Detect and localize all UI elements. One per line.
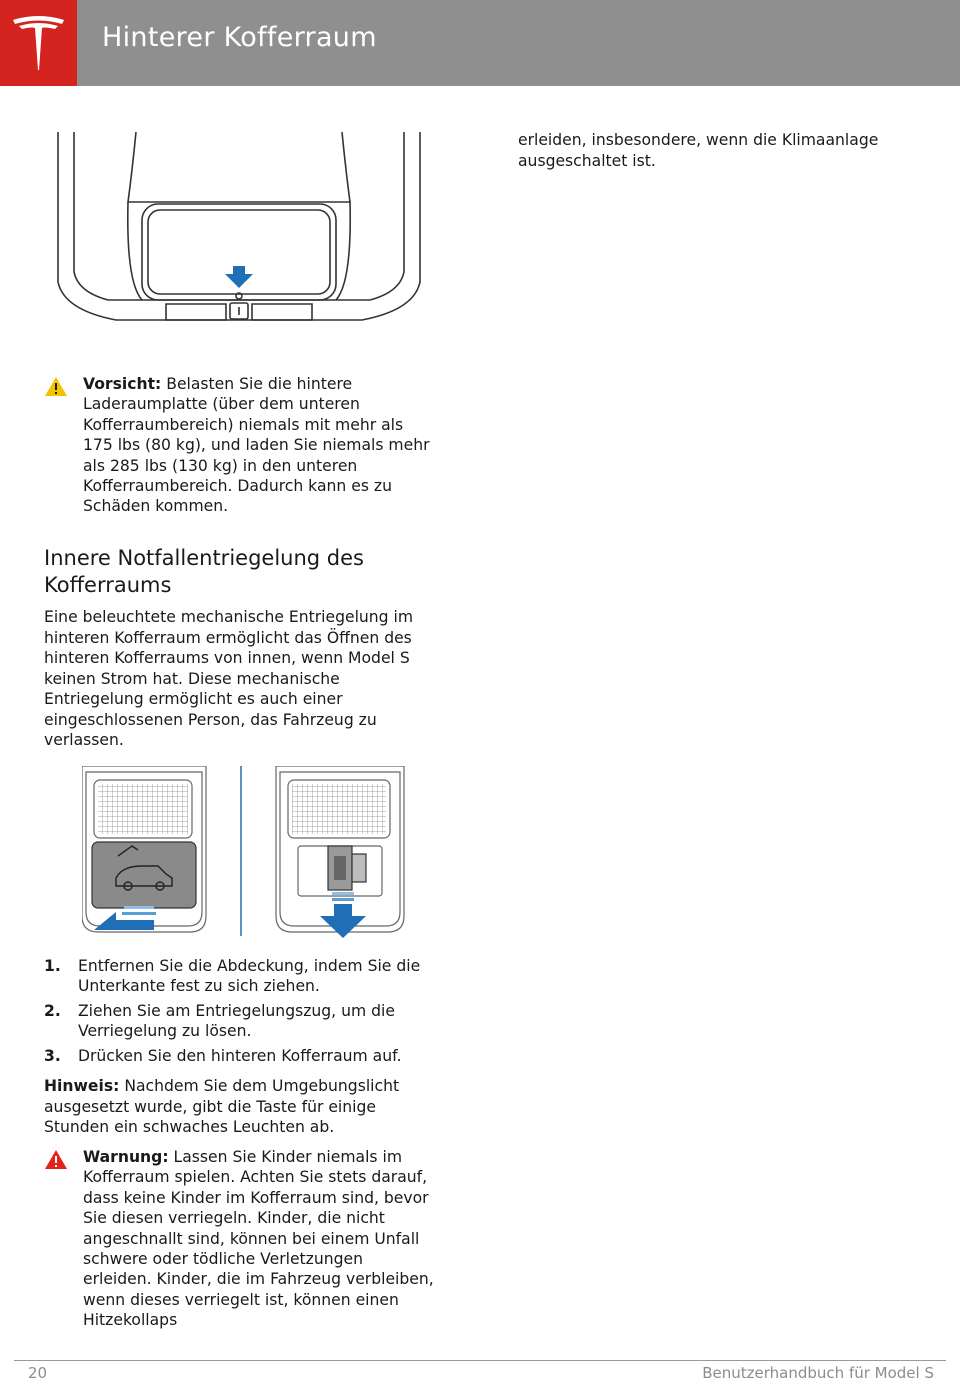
step-text: Entfernen Sie die Abdeckung, indem Sie die Unterkante fest zu sich ziehen. bbox=[78, 957, 421, 996]
tesla-logo-icon bbox=[11, 14, 66, 72]
page-title: Hinterer Kofferraum bbox=[102, 22, 377, 53]
page-header bbox=[0, 0, 960, 86]
section-heading: Innere Notfallentriegelung des Kofferraums bbox=[44, 546, 364, 597]
page-number: 20 bbox=[28, 1364, 48, 1382]
step-number: 2. bbox=[44, 1001, 61, 1020]
brand-logo bbox=[0, 0, 77, 86]
continued-text: erleiden, insbesondere, wenn die Klimaanlage ausgeschaltet ist. bbox=[518, 131, 879, 170]
list-item bbox=[44, 1046, 436, 1066]
step-number: 3. bbox=[44, 1046, 61, 1065]
step-number: 1. bbox=[44, 957, 61, 975]
step-list bbox=[44, 956, 436, 1070]
footer-divider bbox=[14, 1360, 946, 1361]
rear-trunk-illustration bbox=[56, 132, 422, 340]
emergency-release-illustration bbox=[82, 766, 408, 940]
hint-label: Hinweis: bbox=[44, 1077, 120, 1095]
warning-label: Warnung: bbox=[83, 1148, 169, 1166]
list-item bbox=[44, 1001, 436, 1042]
list-item bbox=[44, 956, 436, 997]
caution-label: Vorsicht: bbox=[83, 375, 162, 393]
hint-note bbox=[44, 1076, 436, 1138]
caution-triangle-icon bbox=[44, 376, 68, 397]
warning-note bbox=[44, 1147, 436, 1331]
hint-text: Nachdem Sie dem Umgebungslicht ausgesetzt wurde, gibt die Taste für einige Stunden ein schwaches Leuchten ab. bbox=[44, 1077, 400, 1136]
warning-triangle-icon bbox=[44, 1149, 68, 1170]
warning-text: Lassen Sie Kinder niemals im Kofferraum spielen. Achten Sie stets darauf, dass keine Kinder im Kofferraum sind, bevor Sie diesen verriegeln. Kinder, die nicht angeschnallt sind, können bei einem Unfall schwere oder tödliche Verletzungen erleiden. Kinder, die im Fahrzeug verbleiben, wenn dieses verriegelt ist, können einen Hitzekollaps bbox=[83, 1148, 434, 1330]
manual-title: Benutzerhandbuch für Model S bbox=[702, 1364, 934, 1382]
step-text: Ziehen Sie am Entriegelungszug, um die Verriegelung zu lösen. bbox=[78, 1001, 395, 1041]
section-intro: Eine beleuchtete mechanische Entriegelung im hinteren Kofferraum ermöglicht das Öffnen des hinteren Kofferraums von innen, wenn Model S keinen Strom hat. Diese mechanische Entriegelung ermöglicht es auch einer eingeschlossenen Person, das Fahrzeug zu verlassen. bbox=[44, 608, 414, 749]
caution-text: Belasten Sie die hintere Laderaumplatte (über dem unteren Kofferraumbereich) niemals mit mehr als 175 lbs (80 kg), und laden Sie niemals mehr als 285 lbs (130 kg) in den unteren Kofferraumbereich. Dadurch kann es zu Schäden kommen. bbox=[83, 375, 430, 516]
step-text: Drücken Sie den hinteren Kofferraum auf. bbox=[78, 1046, 402, 1065]
caution-note bbox=[44, 374, 436, 517]
